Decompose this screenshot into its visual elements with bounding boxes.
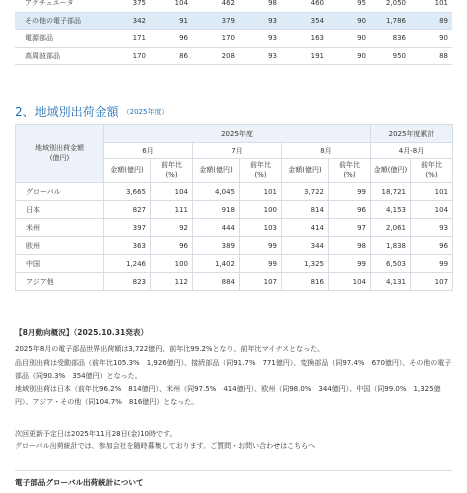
table-cell: 103 bbox=[240, 219, 282, 237]
next-update-note: 次回更新予定日は2025年11月28日(金)10時です。 bbox=[15, 430, 177, 438]
table-cell: 97 bbox=[329, 219, 371, 237]
table-row bbox=[15, 30, 452, 48]
region-shipment-table bbox=[15, 124, 453, 291]
table-cell: 414 bbox=[282, 219, 329, 237]
table-cell: 101 bbox=[411, 183, 453, 201]
table-cell: 98 bbox=[239, 0, 281, 12]
table-cell: 90 bbox=[328, 30, 370, 48]
row-label: 高周波部品 bbox=[15, 47, 103, 65]
table-cell: 2,050 bbox=[370, 0, 410, 12]
table-cell: 99 bbox=[240, 237, 282, 255]
table-cell: 96 bbox=[329, 201, 371, 219]
column-header-yoy: 前年比 (%) bbox=[411, 159, 453, 183]
divider bbox=[15, 470, 452, 471]
region-table-header bbox=[16, 125, 453, 183]
table-cell: 99 bbox=[329, 183, 371, 201]
table-cell: 823 bbox=[104, 273, 151, 291]
row-label: 日本 bbox=[16, 201, 104, 219]
table-cell: 104 bbox=[411, 201, 453, 219]
table-cell: 4,045 bbox=[193, 183, 240, 201]
table-cell: 354 bbox=[281, 12, 328, 30]
table-cell: 397 bbox=[104, 219, 151, 237]
month-header-jul: 7月 bbox=[193, 143, 282, 159]
table-row bbox=[16, 183, 453, 201]
column-header-yoy: 前年比 (%) bbox=[151, 159, 193, 183]
table-row bbox=[16, 273, 453, 291]
table-cell: 389 bbox=[193, 237, 240, 255]
table-cell: 111 bbox=[151, 201, 193, 219]
table-cell: 96 bbox=[411, 237, 453, 255]
summary-line: 地域別出荷は日本（前年比96.2% 814億円）、米州（同97.5% 414億円）、欧州（同98.0% 344億円）、中国（同99.0% 1,325億円）、アジア・その他（同104.7% 816億円）となった。 bbox=[15, 385, 441, 407]
table-cell: 100 bbox=[240, 201, 282, 219]
table-cell: 107 bbox=[411, 273, 453, 291]
row-label: その他の電子部品 bbox=[15, 12, 103, 30]
section-heading bbox=[15, 103, 455, 120]
column-header-amount: 金額(億円) bbox=[282, 159, 329, 183]
column-header-amount: 金額(億円) bbox=[193, 159, 240, 183]
table-cell: 91 bbox=[150, 12, 192, 30]
table-row bbox=[15, 47, 452, 65]
table-cell: 816 bbox=[282, 273, 329, 291]
table-cell: 1,325 bbox=[282, 255, 329, 273]
table-cell: 827 bbox=[104, 201, 151, 219]
summary-title: 【8月動向概況】（2025.10.31発表） bbox=[15, 328, 149, 337]
table-cell: 96 bbox=[150, 30, 192, 48]
row-label: グローバル bbox=[16, 183, 104, 201]
table-cell: 379 bbox=[192, 12, 239, 30]
table-cell: 90 bbox=[328, 12, 370, 30]
table-cell: 2,061 bbox=[371, 219, 411, 237]
row-label: 中国 bbox=[16, 255, 104, 273]
table-row bbox=[16, 201, 453, 219]
table-cell: 4,131 bbox=[371, 273, 411, 291]
table-cell: 3,722 bbox=[282, 183, 329, 201]
table-cell: 93 bbox=[239, 12, 281, 30]
table-cell: 918 bbox=[193, 201, 240, 219]
table-cell: 1,246 bbox=[104, 255, 151, 273]
table-cell: 170 bbox=[103, 47, 150, 65]
fiscal-year-header: 2025年度 bbox=[104, 125, 371, 143]
table-cell: 96 bbox=[151, 237, 193, 255]
table-cell: 99 bbox=[240, 255, 282, 273]
table-cell: 1,786 bbox=[370, 12, 410, 30]
corner-label: 地域別出荷金額 (億円) bbox=[16, 125, 104, 183]
table-cell: 104 bbox=[329, 273, 371, 291]
summary-line: 2025年8月の電子部品世界出荷額は3,722億円、前年比99.2%となり、前年比マイナスとなった。 bbox=[15, 345, 325, 354]
table-cell: 344 bbox=[282, 237, 329, 255]
section-subtitle: （2025年度） bbox=[122, 108, 169, 116]
region-table-body bbox=[16, 183, 453, 291]
table-cell: 163 bbox=[281, 30, 328, 48]
table-row bbox=[16, 255, 453, 273]
table-cell: 93 bbox=[411, 219, 453, 237]
table-cell: 191 bbox=[281, 47, 328, 65]
table-cell: 89 bbox=[410, 12, 452, 30]
table-cell: 101 bbox=[240, 183, 282, 201]
table-cell: 98 bbox=[329, 237, 371, 255]
product-shipment-table bbox=[15, 0, 452, 65]
footer-heading: 電子部品グローバル出荷統計について bbox=[15, 478, 144, 487]
table-cell: 836 bbox=[370, 30, 410, 48]
table-cell: 18,721 bbox=[371, 183, 411, 201]
column-header-amount: 金額(億円) bbox=[371, 159, 411, 183]
month-header-aug: 8月 bbox=[282, 143, 371, 159]
section-title: 2、地域別出荷金額 bbox=[15, 105, 119, 119]
table-cell: 462 bbox=[192, 0, 239, 12]
row-label: 米州 bbox=[16, 219, 104, 237]
table-cell: 100 bbox=[151, 255, 193, 273]
table-cell: 99 bbox=[329, 255, 371, 273]
table-row bbox=[15, 12, 452, 30]
table-cell: 95 bbox=[328, 0, 370, 12]
table-cell: 444 bbox=[193, 219, 240, 237]
table-cell: 112 bbox=[151, 273, 193, 291]
table-cell: 101 bbox=[410, 0, 452, 12]
column-header-amount: 金額(億円) bbox=[104, 159, 151, 183]
row-label: アクチュエータ bbox=[15, 0, 103, 12]
table-cell: 6,503 bbox=[371, 255, 411, 273]
table-cell: 170 bbox=[192, 30, 239, 48]
monthly-summary bbox=[15, 326, 455, 410]
table-row bbox=[16, 219, 453, 237]
table-cell: 90 bbox=[410, 30, 452, 48]
row-label: アジア他 bbox=[16, 273, 104, 291]
column-header-yoy: 前年比 (%) bbox=[240, 159, 282, 183]
row-label: 電源部品 bbox=[15, 30, 103, 48]
month-header-apr-aug: 4月-8月 bbox=[371, 143, 453, 159]
table-cell: 104 bbox=[150, 0, 192, 12]
table-cell: 1,838 bbox=[371, 237, 411, 255]
table-row bbox=[16, 237, 453, 255]
update-notes bbox=[15, 428, 455, 452]
table-cell: 208 bbox=[192, 47, 239, 65]
table-cell: 86 bbox=[150, 47, 192, 65]
table-cell: 884 bbox=[193, 273, 240, 291]
table-cell: 93 bbox=[239, 30, 281, 48]
product-table-body bbox=[15, 0, 452, 65]
table-cell: 171 bbox=[103, 30, 150, 48]
cumulative-header: 2025年度累計 bbox=[371, 125, 453, 143]
table-cell: 92 bbox=[151, 219, 193, 237]
table-cell: 90 bbox=[328, 47, 370, 65]
column-header-yoy: 前年比 (%) bbox=[329, 159, 371, 183]
row-label: 欧州 bbox=[16, 237, 104, 255]
table-cell: 93 bbox=[239, 47, 281, 65]
table-cell: 1,402 bbox=[193, 255, 240, 273]
summary-line: 品目別出荷は受動部品（前年比105.3% 1,926億円）、接続部品（同91.7% 771億円）、変換部品（同97.4% 670億円）、その他の電子部品（同90.3% 354億円）となった。 bbox=[15, 358, 452, 380]
table-cell: 814 bbox=[282, 201, 329, 219]
table-cell: 107 bbox=[240, 273, 282, 291]
month-header-jun: 6月 bbox=[104, 143, 193, 159]
table-cell: 950 bbox=[370, 47, 410, 65]
table-cell: 460 bbox=[281, 0, 328, 12]
table-cell: 88 bbox=[410, 47, 452, 65]
table-cell: 342 bbox=[103, 12, 150, 30]
table-cell: 104 bbox=[151, 183, 193, 201]
table-cell: 4,153 bbox=[371, 201, 411, 219]
table-cell: 363 bbox=[104, 237, 151, 255]
contact-note[interactable]: グローバル出荷統計では、参加会社を随時募集しております。ご質問・お問い合わせはこちらへ bbox=[15, 442, 316, 450]
table-cell: 3,665 bbox=[104, 183, 151, 201]
table-row bbox=[15, 0, 452, 12]
table-cell: 375 bbox=[103, 0, 150, 12]
table-cell: 99 bbox=[411, 255, 453, 273]
